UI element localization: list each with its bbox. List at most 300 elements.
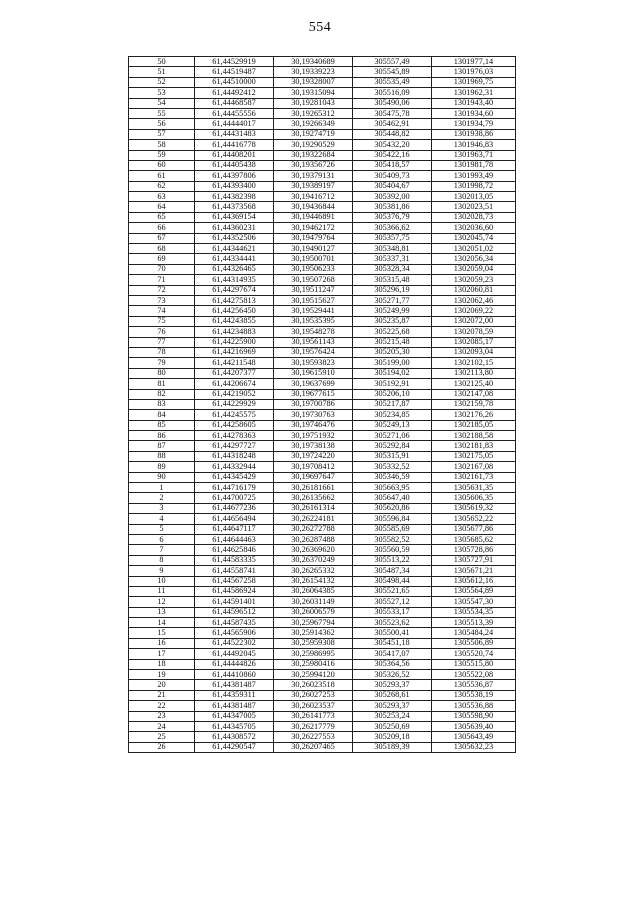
latitude-cell: 61,44529919 — [195, 57, 274, 67]
latitude-cell: 61,44211548 — [195, 358, 274, 368]
latitude-cell: 61,44225900 — [195, 337, 274, 347]
longitude-cell: 30,25980416 — [274, 659, 353, 669]
point-number-cell: 88 — [129, 451, 195, 461]
point-number-cell: 19 — [129, 670, 195, 680]
x-coordinate-cell: 305404,67 — [353, 181, 432, 191]
y-coordinate-cell: 1302147,08 — [432, 389, 516, 399]
table-row — [129, 67, 516, 77]
latitude-cell: 61,44347005 — [195, 711, 274, 721]
x-coordinate-cell: 305475,78 — [353, 108, 432, 118]
point-number-cell: 2 — [129, 493, 195, 503]
x-coordinate-cell: 305462,91 — [353, 119, 432, 129]
table-row — [129, 451, 516, 461]
table-row — [129, 212, 516, 222]
point-number-cell: 66 — [129, 223, 195, 233]
y-coordinate-cell: 1305632,23 — [432, 742, 516, 752]
point-number-cell: 62 — [129, 181, 195, 191]
latitude-cell: 61,44381487 — [195, 701, 274, 711]
point-number-cell: 80 — [129, 368, 195, 378]
table-row — [129, 722, 516, 732]
point-number-cell: 75 — [129, 316, 195, 326]
x-coordinate-cell: 305332,52 — [353, 462, 432, 472]
longitude-cell: 30,26064385 — [274, 586, 353, 596]
latitude-cell: 61,44345429 — [195, 472, 274, 482]
coordinates-table-body — [129, 57, 516, 753]
longitude-cell: 30,19511247 — [274, 285, 353, 295]
x-coordinate-cell: 305516,09 — [353, 88, 432, 98]
x-coordinate-cell: 305448,82 — [353, 129, 432, 139]
x-coordinate-cell: 305557,49 — [353, 57, 432, 67]
y-coordinate-cell: 1301993,49 — [432, 171, 516, 181]
latitude-cell: 61,44468587 — [195, 98, 274, 108]
point-number-cell: 73 — [129, 295, 195, 305]
coordinates-table — [128, 56, 516, 753]
longitude-cell: 30,25959308 — [274, 638, 353, 648]
longitude-cell: 30,19265312 — [274, 108, 353, 118]
table-row — [129, 316, 516, 326]
point-number-cell: 9 — [129, 566, 195, 576]
table-row — [129, 597, 516, 607]
y-coordinate-cell: 1302181,83 — [432, 441, 516, 451]
table-row — [129, 150, 516, 160]
longitude-cell: 30,19340689 — [274, 57, 353, 67]
table-row — [129, 327, 516, 337]
y-coordinate-cell: 1301977,14 — [432, 57, 516, 67]
y-coordinate-cell: 1302125,40 — [432, 379, 516, 389]
y-coordinate-cell: 1305484,24 — [432, 628, 516, 638]
latitude-cell: 61,44369154 — [195, 212, 274, 222]
table-row — [129, 244, 516, 254]
x-coordinate-cell: 305620,86 — [353, 503, 432, 513]
table-row — [129, 410, 516, 420]
y-coordinate-cell: 1305598,90 — [432, 711, 516, 721]
latitude-cell: 61,44492412 — [195, 88, 274, 98]
longitude-cell: 30,19529441 — [274, 306, 353, 316]
longitude-cell: 30,19315094 — [274, 88, 353, 98]
latitude-cell: 61,44256450 — [195, 306, 274, 316]
longitude-cell: 30,19738138 — [274, 441, 353, 451]
table-row — [129, 358, 516, 368]
longitude-cell: 30,19637699 — [274, 379, 353, 389]
table-row — [129, 119, 516, 129]
y-coordinate-cell: 1301934,60 — [432, 108, 516, 118]
x-coordinate-cell: 305292,84 — [353, 441, 432, 451]
latitude-cell: 61,44647117 — [195, 524, 274, 534]
point-number-cell: 84 — [129, 410, 195, 420]
x-coordinate-cell: 305418,57 — [353, 160, 432, 170]
latitude-cell: 61,44644463 — [195, 534, 274, 544]
point-number-cell: 50 — [129, 57, 195, 67]
table-row — [129, 462, 516, 472]
table-row — [129, 171, 516, 181]
y-coordinate-cell: 1302159,78 — [432, 399, 516, 409]
table-row — [129, 566, 516, 576]
latitude-cell: 61,44258605 — [195, 420, 274, 430]
x-coordinate-cell: 305315,91 — [353, 451, 432, 461]
latitude-cell: 61,44245575 — [195, 410, 274, 420]
x-coordinate-cell: 305376,79 — [353, 212, 432, 222]
y-coordinate-cell: 1302167,08 — [432, 462, 516, 472]
latitude-cell: 61,44345705 — [195, 722, 274, 732]
longitude-cell: 30,19548278 — [274, 327, 353, 337]
x-coordinate-cell: 305487,34 — [353, 566, 432, 576]
point-number-cell: 78 — [129, 347, 195, 357]
y-coordinate-cell: 1302072,00 — [432, 316, 516, 326]
point-number-cell: 18 — [129, 659, 195, 669]
x-coordinate-cell: 305315,48 — [353, 275, 432, 285]
longitude-cell: 30,19576424 — [274, 347, 353, 357]
latitude-cell: 61,44700725 — [195, 493, 274, 503]
longitude-cell: 30,19730763 — [274, 410, 353, 420]
latitude-cell: 61,44234883 — [195, 327, 274, 337]
longitude-cell: 30,19535395 — [274, 316, 353, 326]
x-coordinate-cell: 305215,48 — [353, 337, 432, 347]
x-coordinate-cell: 305366,62 — [353, 223, 432, 233]
table-row — [129, 483, 516, 493]
y-coordinate-cell: 1305639,40 — [432, 722, 516, 732]
table-row — [129, 649, 516, 659]
latitude-cell: 61,44397806 — [195, 171, 274, 181]
longitude-cell: 30,19322684 — [274, 150, 353, 160]
point-number-cell: 53 — [129, 88, 195, 98]
x-coordinate-cell: 305364,56 — [353, 659, 432, 669]
y-coordinate-cell: 1302045,74 — [432, 233, 516, 243]
table-row — [129, 586, 516, 596]
y-coordinate-cell: 1302051,02 — [432, 244, 516, 254]
y-coordinate-cell: 1305536,88 — [432, 701, 516, 711]
x-coordinate-cell: 305249,13 — [353, 420, 432, 430]
point-number-cell: 4 — [129, 514, 195, 524]
point-number-cell: 51 — [129, 67, 195, 77]
point-number-cell: 16 — [129, 638, 195, 648]
point-number-cell: 57 — [129, 129, 195, 139]
latitude-cell: 61,44219052 — [195, 389, 274, 399]
table-row — [129, 742, 516, 752]
x-coordinate-cell: 305533,17 — [353, 607, 432, 617]
y-coordinate-cell: 1305538,19 — [432, 690, 516, 700]
latitude-cell: 61,44243855 — [195, 316, 274, 326]
longitude-cell: 30,25967794 — [274, 618, 353, 628]
longitude-cell: 30,19708412 — [274, 462, 353, 472]
latitude-cell: 61,44519487 — [195, 67, 274, 77]
x-coordinate-cell: 305527,12 — [353, 597, 432, 607]
point-number-cell: 54 — [129, 98, 195, 108]
point-number-cell: 13 — [129, 607, 195, 617]
x-coordinate-cell: 305451,18 — [353, 638, 432, 648]
table-row — [129, 264, 516, 274]
point-number-cell: 14 — [129, 618, 195, 628]
longitude-cell: 30,19507268 — [274, 275, 353, 285]
longitude-cell: 30,26023537 — [274, 701, 353, 711]
y-coordinate-cell: 1305534,35 — [432, 607, 516, 617]
point-number-cell: 87 — [129, 441, 195, 451]
table-row — [129, 545, 516, 555]
y-coordinate-cell: 1301934,79 — [432, 119, 516, 129]
longitude-cell: 30,19290529 — [274, 140, 353, 150]
x-coordinate-cell: 305250,69 — [353, 722, 432, 732]
longitude-cell: 30,19697647 — [274, 472, 353, 482]
point-number-cell: 1 — [129, 483, 195, 493]
point-number-cell: 86 — [129, 431, 195, 441]
point-number-cell: 26 — [129, 742, 195, 752]
page-number: 554 — [308, 20, 332, 35]
longitude-cell: 30,26006579 — [274, 607, 353, 617]
latitude-cell: 61,44583335 — [195, 555, 274, 565]
y-coordinate-cell: 1305728,86 — [432, 545, 516, 555]
latitude-cell: 61,44558741 — [195, 566, 274, 576]
table-row — [129, 88, 516, 98]
table-row — [129, 701, 516, 711]
y-coordinate-cell: 1302036,60 — [432, 223, 516, 233]
longitude-cell: 30,26207465 — [274, 742, 353, 752]
table-row — [129, 254, 516, 264]
y-coordinate-cell: 1301969,75 — [432, 77, 516, 87]
table-row — [129, 534, 516, 544]
point-number-cell: 65 — [129, 212, 195, 222]
latitude-cell: 61,44510000 — [195, 77, 274, 87]
longitude-cell: 30,26181661 — [274, 483, 353, 493]
point-number-cell: 11 — [129, 586, 195, 596]
y-coordinate-cell: 1302023,51 — [432, 202, 516, 212]
y-coordinate-cell: 1302069,22 — [432, 306, 516, 316]
x-coordinate-cell: 305235,87 — [353, 316, 432, 326]
point-number-cell: 71 — [129, 275, 195, 285]
y-coordinate-cell: 1302013,05 — [432, 192, 516, 202]
table-row — [129, 347, 516, 357]
longitude-cell: 30,26031149 — [274, 597, 353, 607]
table-row — [129, 503, 516, 513]
latitude-cell: 61,44677236 — [195, 503, 274, 513]
table-row — [129, 670, 516, 680]
table-row — [129, 638, 516, 648]
table-row — [129, 306, 516, 316]
table-row — [129, 659, 516, 669]
longitude-cell: 30,19446891 — [274, 212, 353, 222]
x-coordinate-cell: 305409,73 — [353, 171, 432, 181]
longitude-cell: 30,19462172 — [274, 223, 353, 233]
longitude-cell: 30,25914362 — [274, 628, 353, 638]
x-coordinate-cell: 305194,02 — [353, 368, 432, 378]
x-coordinate-cell: 305663,95 — [353, 483, 432, 493]
longitude-cell: 30,19724220 — [274, 451, 353, 461]
y-coordinate-cell: 1302175,05 — [432, 451, 516, 461]
point-number-cell: 10 — [129, 576, 195, 586]
latitude-cell: 61,44290547 — [195, 742, 274, 752]
x-coordinate-cell: 305293,37 — [353, 680, 432, 690]
longitude-cell: 30,19436844 — [274, 202, 353, 212]
table-row — [129, 233, 516, 243]
y-coordinate-cell: 1301963,71 — [432, 150, 516, 160]
longitude-cell: 30,26287488 — [274, 534, 353, 544]
table-row — [129, 160, 516, 170]
latitude-cell: 61,44591401 — [195, 597, 274, 607]
latitude-cell: 61,44334441 — [195, 254, 274, 264]
table-row — [129, 285, 516, 295]
point-number-cell: 61 — [129, 171, 195, 181]
latitude-cell: 61,44716179 — [195, 483, 274, 493]
longitude-cell: 30,19515627 — [274, 295, 353, 305]
table-row — [129, 389, 516, 399]
point-number-cell: 76 — [129, 327, 195, 337]
x-coordinate-cell: 305381,86 — [353, 202, 432, 212]
y-coordinate-cell: 1302059,04 — [432, 264, 516, 274]
latitude-cell: 61,44444826 — [195, 659, 274, 669]
point-number-cell: 55 — [129, 108, 195, 118]
y-coordinate-cell: 1305522,08 — [432, 670, 516, 680]
point-number-cell: 68 — [129, 244, 195, 254]
point-number-cell: 3 — [129, 503, 195, 513]
point-number-cell: 7 — [129, 545, 195, 555]
point-number-cell: 25 — [129, 732, 195, 742]
longitude-cell: 30,19615910 — [274, 368, 353, 378]
point-number-cell: 67 — [129, 233, 195, 243]
point-number-cell: 12 — [129, 597, 195, 607]
longitude-cell: 30,19328007 — [274, 77, 353, 87]
latitude-cell: 61,44297727 — [195, 441, 274, 451]
longitude-cell: 30,26135662 — [274, 493, 353, 503]
x-coordinate-cell: 305357,75 — [353, 233, 432, 243]
latitude-cell: 61,44352506 — [195, 233, 274, 243]
y-coordinate-cell: 1305564,89 — [432, 586, 516, 596]
latitude-cell: 61,44229929 — [195, 399, 274, 409]
latitude-cell: 61,44275813 — [195, 295, 274, 305]
table-row — [129, 337, 516, 347]
point-number-cell: 70 — [129, 264, 195, 274]
x-coordinate-cell: 305560,59 — [353, 545, 432, 555]
x-coordinate-cell: 305296,19 — [353, 285, 432, 295]
y-coordinate-cell: 1302059,23 — [432, 275, 516, 285]
x-coordinate-cell: 305348,81 — [353, 244, 432, 254]
x-coordinate-cell: 305585,69 — [353, 524, 432, 534]
x-coordinate-cell: 305498,44 — [353, 576, 432, 586]
latitude-cell: 61,44314935 — [195, 275, 274, 285]
x-coordinate-cell: 305209,18 — [353, 732, 432, 742]
longitude-cell: 30,25986995 — [274, 649, 353, 659]
y-coordinate-cell: 1302056,34 — [432, 254, 516, 264]
longitude-cell: 30,26023518 — [274, 680, 353, 690]
latitude-cell: 61,44278363 — [195, 431, 274, 441]
latitude-cell: 61,44444017 — [195, 119, 274, 129]
point-number-cell: 82 — [129, 389, 195, 399]
point-number-cell: 59 — [129, 150, 195, 160]
point-number-cell: 74 — [129, 306, 195, 316]
point-number-cell: 64 — [129, 202, 195, 212]
point-number-cell: 89 — [129, 462, 195, 472]
point-number-cell: 58 — [129, 140, 195, 150]
x-coordinate-cell: 305234,85 — [353, 410, 432, 420]
y-coordinate-cell: 1302028,73 — [432, 212, 516, 222]
latitude-cell: 61,44596512 — [195, 607, 274, 617]
point-number-cell: 60 — [129, 160, 195, 170]
y-coordinate-cell: 1305515,80 — [432, 659, 516, 669]
latitude-cell: 61,44656494 — [195, 514, 274, 524]
longitude-cell: 30,19356726 — [274, 160, 353, 170]
latitude-cell: 61,44416778 — [195, 140, 274, 150]
latitude-cell: 61,44381487 — [195, 680, 274, 690]
y-coordinate-cell: 1301943,40 — [432, 98, 516, 108]
point-number-cell: 22 — [129, 701, 195, 711]
longitude-cell: 30,26154132 — [274, 576, 353, 586]
table-row — [129, 420, 516, 430]
y-coordinate-cell: 1305652,22 — [432, 514, 516, 524]
latitude-cell: 61,44455556 — [195, 108, 274, 118]
y-coordinate-cell: 1301938,86 — [432, 129, 516, 139]
point-number-cell: 72 — [129, 285, 195, 295]
x-coordinate-cell: 305392,00 — [353, 192, 432, 202]
x-coordinate-cell: 305596,84 — [353, 514, 432, 524]
table-row — [129, 57, 516, 67]
x-coordinate-cell: 305432,20 — [353, 140, 432, 150]
table-row — [129, 472, 516, 482]
x-coordinate-cell: 305346,59 — [353, 472, 432, 482]
latitude-cell: 61,44567258 — [195, 576, 274, 586]
x-coordinate-cell: 305253,24 — [353, 711, 432, 721]
point-number-cell: 85 — [129, 420, 195, 430]
longitude-cell: 30,19281043 — [274, 98, 353, 108]
table-row — [129, 711, 516, 721]
latitude-cell: 61,44297674 — [195, 285, 274, 295]
latitude-cell: 61,44207377 — [195, 368, 274, 378]
table-row — [129, 431, 516, 441]
x-coordinate-cell: 305293,37 — [353, 701, 432, 711]
table-row — [129, 275, 516, 285]
point-number-cell: 83 — [129, 399, 195, 409]
y-coordinate-cell: 1305536,87 — [432, 680, 516, 690]
x-coordinate-cell: 305535,49 — [353, 77, 432, 87]
table-row — [129, 108, 516, 118]
table-row — [129, 202, 516, 212]
x-coordinate-cell: 305337,31 — [353, 254, 432, 264]
table-row — [129, 618, 516, 628]
table-row — [129, 379, 516, 389]
point-number-cell: 6 — [129, 534, 195, 544]
longitude-cell: 30,19339223 — [274, 67, 353, 77]
x-coordinate-cell: 305422,16 — [353, 150, 432, 160]
y-coordinate-cell: 1305619,32 — [432, 503, 516, 513]
latitude-cell: 61,44373568 — [195, 202, 274, 212]
table-row — [129, 192, 516, 202]
table-row — [129, 441, 516, 451]
longitude-cell: 30,19506233 — [274, 264, 353, 274]
y-coordinate-cell: 1305643,49 — [432, 732, 516, 742]
latitude-cell: 61,44410860 — [195, 670, 274, 680]
longitude-cell: 30,25994120 — [274, 670, 353, 680]
x-coordinate-cell: 305199,00 — [353, 358, 432, 368]
y-coordinate-cell: 1302060,81 — [432, 285, 516, 295]
latitude-cell: 61,44405438 — [195, 160, 274, 170]
latitude-cell: 61,44206674 — [195, 379, 274, 389]
x-coordinate-cell: 305271,77 — [353, 295, 432, 305]
longitude-cell: 30,19700786 — [274, 399, 353, 409]
latitude-cell: 61,44586924 — [195, 586, 274, 596]
y-coordinate-cell: 1302062,46 — [432, 295, 516, 305]
x-coordinate-cell: 305500,41 — [353, 628, 432, 638]
table-row — [129, 680, 516, 690]
y-coordinate-cell: 1305685,62 — [432, 534, 516, 544]
x-coordinate-cell: 305582,52 — [353, 534, 432, 544]
longitude-cell: 30,19500701 — [274, 254, 353, 264]
table-row — [129, 607, 516, 617]
point-number-cell: 81 — [129, 379, 195, 389]
point-number-cell: 90 — [129, 472, 195, 482]
longitude-cell: 30,26370249 — [274, 555, 353, 565]
x-coordinate-cell: 305205,30 — [353, 347, 432, 357]
longitude-cell: 30,19593823 — [274, 358, 353, 368]
longitude-cell: 30,19561143 — [274, 337, 353, 347]
y-coordinate-cell: 1301946,83 — [432, 140, 516, 150]
point-number-cell: 79 — [129, 358, 195, 368]
point-number-cell: 63 — [129, 192, 195, 202]
